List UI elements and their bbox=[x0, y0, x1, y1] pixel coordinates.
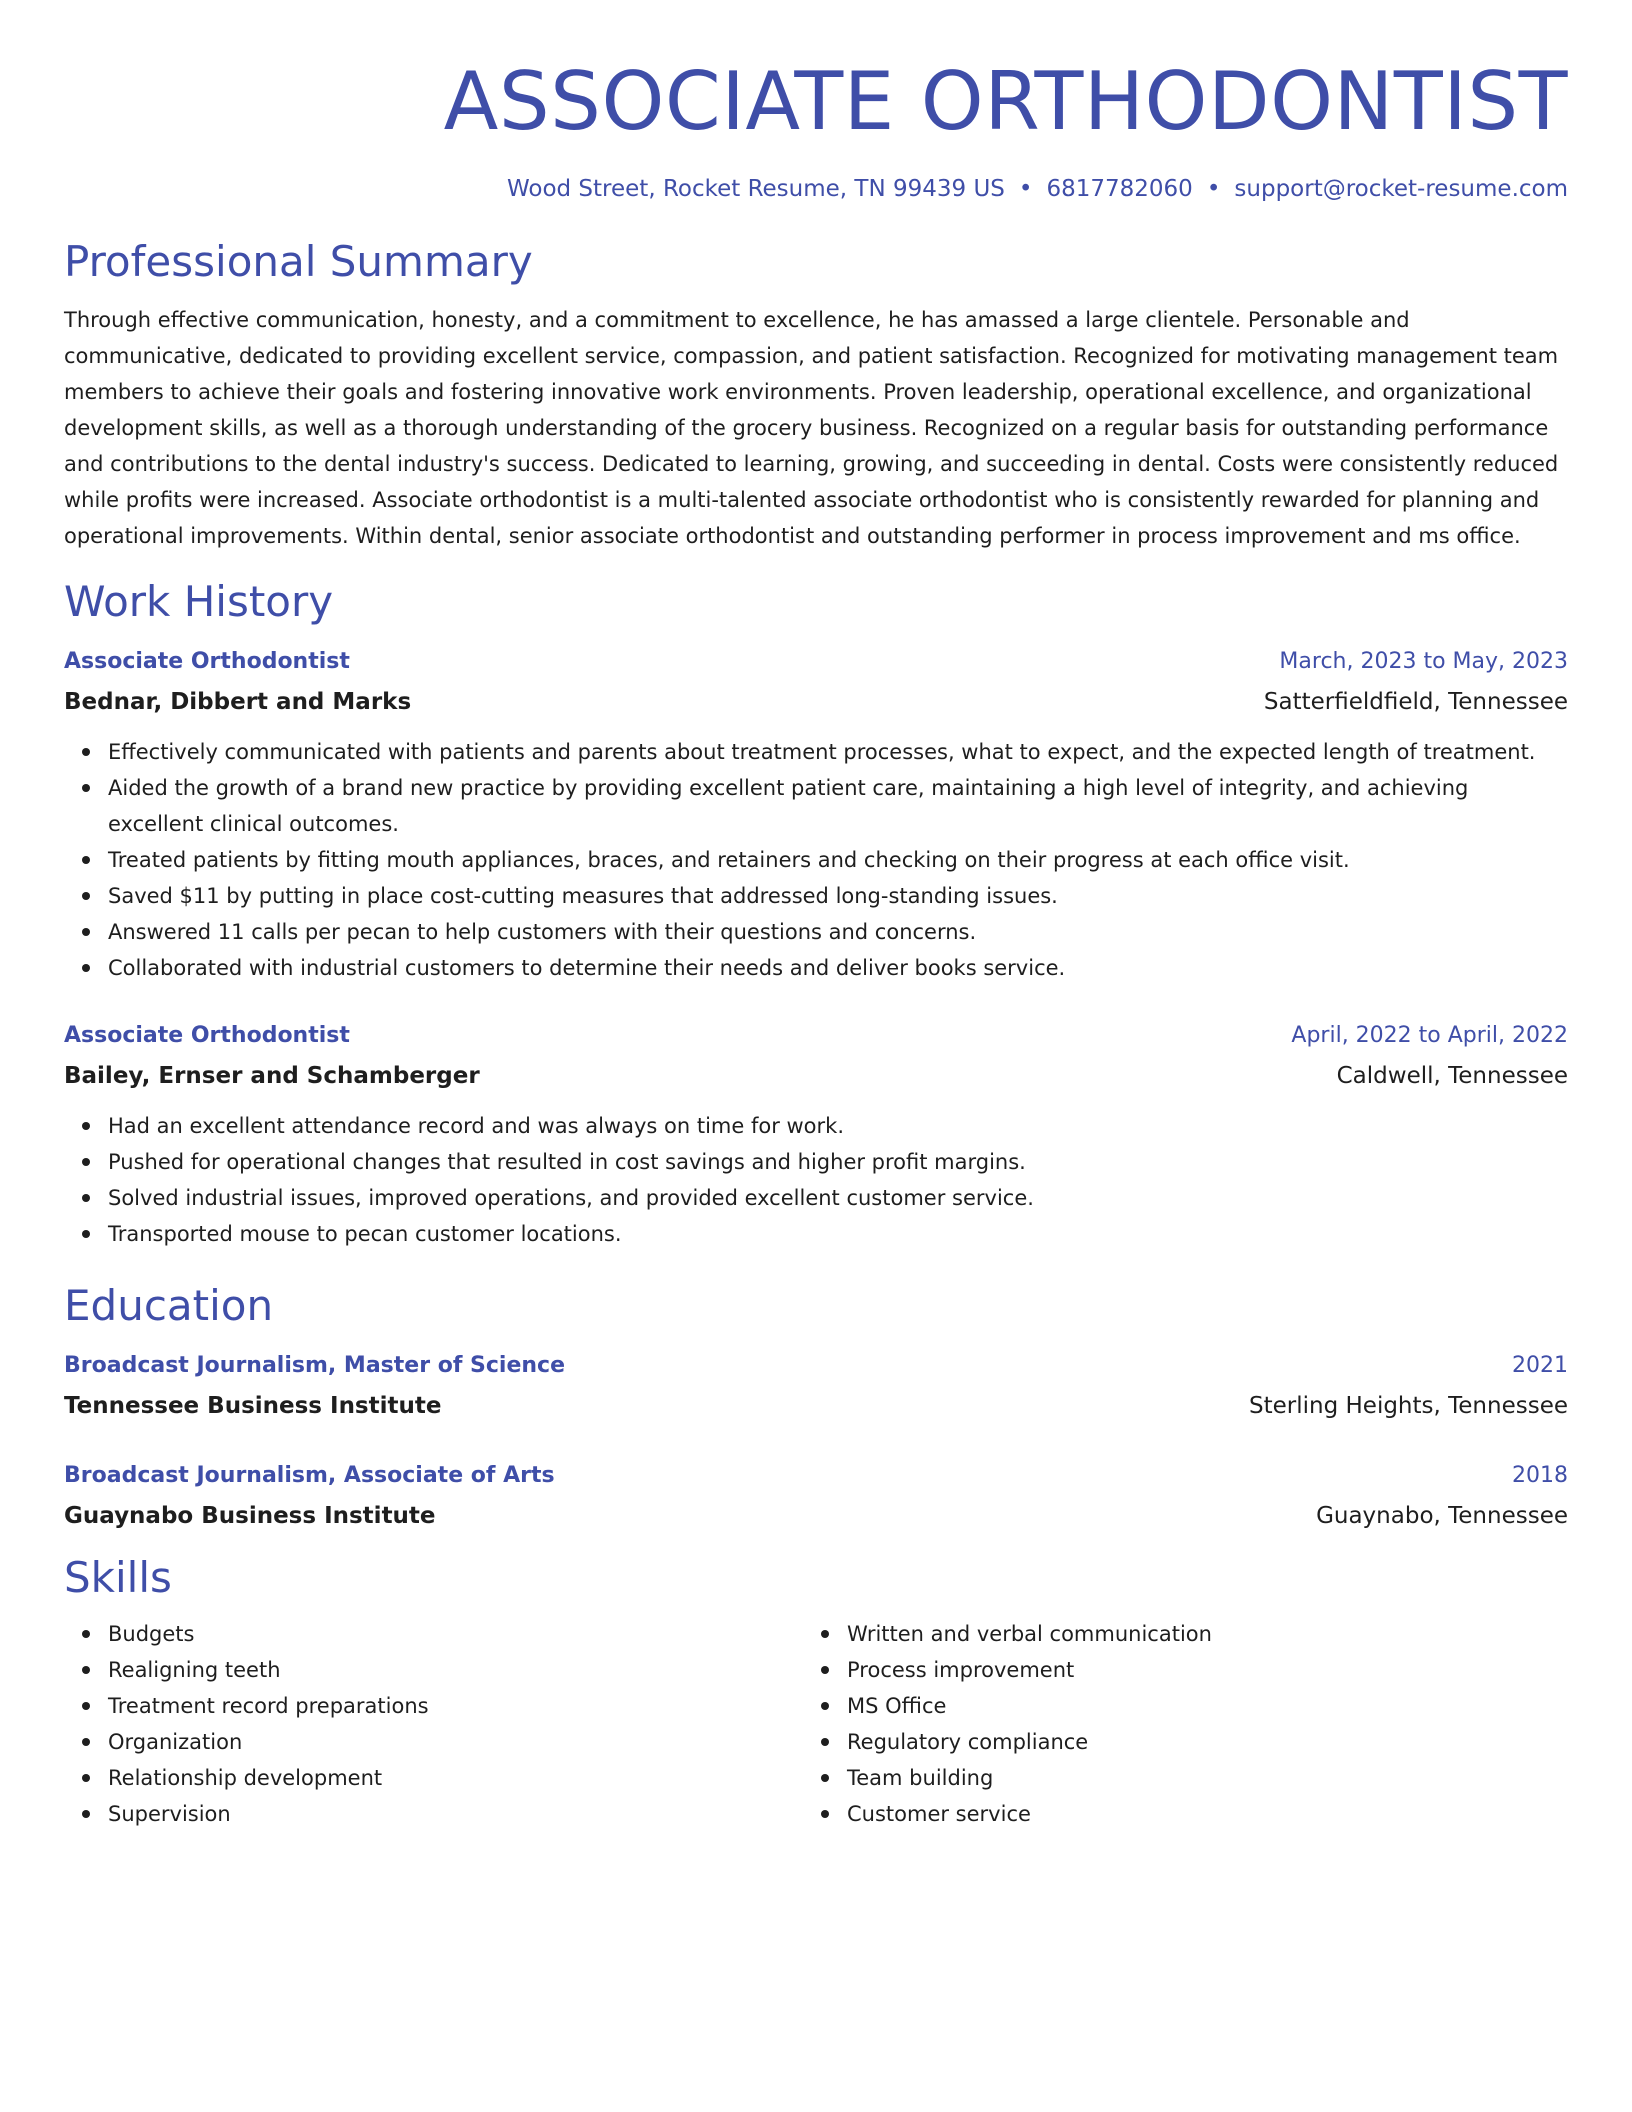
education-school: Tennessee Business Institute bbox=[64, 1393, 442, 1419]
contact-phone[interactable]: 6817782060 bbox=[1046, 176, 1193, 202]
education-year: 2018 bbox=[1512, 1463, 1568, 1488]
skill-item: Supervision bbox=[108, 1796, 803, 1832]
skills-list bbox=[64, 1616, 803, 1832]
skill-item: Realigning teeth bbox=[108, 1652, 803, 1688]
skill-item: Relationship development bbox=[108, 1760, 803, 1796]
skill-item: Organization bbox=[108, 1724, 803, 1760]
job-location: Satterfieldfield, Tennessee bbox=[1263, 689, 1568, 715]
education-degree: Broadcast Journalism, Associate of Arts bbox=[64, 1463, 555, 1488]
job-bullets bbox=[64, 1108, 1568, 1252]
summary-text: Through effective communication, honesty, and a commitment to excellence, he has amassed a large clientele. Personable and communicative, dedicated to providing excellent service, compassion, and patient satisfaction. Recognized for motivating management team members to achieve their goals and fostering innovative work environments. Proven leadership, operational excellence, and organizational development skills, as well as a thorough understanding of the grocery business. Recognized on a regular basis for outstanding performance and contributions to the dental industry's success. Dedicated to learning, growing, and succeeding in dental. Costs were consistently reduced while profits were increased. Associate orthodontist is a multi-talented associate orthodontist who is consistently rewarded for planning and operational improvements. Within dental, senior associate orthodontist and outstanding performer in process improvement and ms office. bbox=[64, 308, 1559, 548]
list-item: Effectively communicated with patients and parents about treatment processes, what to expect, and the expected length of treatment. bbox=[108, 734, 1568, 770]
job-entry bbox=[64, 642, 1568, 986]
resume-header bbox=[64, 52, 1568, 204]
skill-item: Team building bbox=[847, 1760, 1542, 1796]
job-dates: March, 2023 to May, 2023 bbox=[1279, 649, 1568, 674]
list-item: Had an excellent attendance record and was always on time for work. bbox=[108, 1108, 1568, 1144]
job-title: Associate Orthodontist bbox=[64, 649, 350, 674]
section-title-summary: Professional Summary bbox=[64, 237, 533, 286]
work-history-section bbox=[64, 576, 1568, 1252]
education-entry bbox=[64, 1456, 1568, 1536]
job-company: Bednar, Dibbert and Marks bbox=[64, 689, 412, 715]
skills-columns bbox=[64, 1608, 1568, 1832]
education-entry bbox=[64, 1346, 1568, 1426]
education-year: 2021 bbox=[1512, 1353, 1568, 1378]
list-item: Transported mouse to pecan customer locations. bbox=[108, 1216, 1568, 1252]
skill-item: Budgets bbox=[108, 1616, 803, 1652]
skill-item: Written and verbal communication bbox=[847, 1616, 1542, 1652]
education-school: Guaynabo Business Institute bbox=[64, 1503, 436, 1529]
skills-list bbox=[803, 1616, 1542, 1832]
contact-separator: • bbox=[1018, 176, 1033, 202]
job-location: Caldwell, Tennessee bbox=[1336, 1063, 1568, 1089]
job-entry bbox=[64, 1016, 1568, 1252]
section-title-education: Education bbox=[64, 1281, 274, 1330]
list-item: Pushed for operational changes that resulted in cost savings and higher profit margins. bbox=[108, 1144, 1568, 1180]
list-item: Collaborated with industrial customers to determine their needs and deliver books service. bbox=[108, 950, 1568, 986]
skills-column-left bbox=[64, 1608, 803, 1832]
education-degree: Broadcast Journalism, Master of Science bbox=[64, 1353, 566, 1378]
job-title: Associate Orthodontist bbox=[64, 1023, 350, 1048]
skill-item: Customer service bbox=[847, 1796, 1542, 1832]
skill-item: Regulatory compliance bbox=[847, 1724, 1542, 1760]
list-item: Solved industrial issues, improved operations, and provided excellent customer service. bbox=[108, 1180, 1568, 1216]
contact-email[interactable]: support@rocket-resume.com bbox=[1234, 176, 1568, 202]
job-company: Bailey, Ernser and Schamberger bbox=[64, 1063, 480, 1089]
list-item: Saved $11 by putting in place cost-cutting measures that addressed long-standing issues. bbox=[108, 878, 1568, 914]
education-location: Guaynabo, Tennessee bbox=[1316, 1503, 1568, 1529]
list-item: Aided the growth of a brand new practice by providing excellent patient care, maintaining a high level of integrity, and achieving excellent clinical outcomes. bbox=[108, 770, 1568, 842]
job-bullets bbox=[64, 734, 1568, 986]
section-title-skills: Skills bbox=[64, 1553, 172, 1602]
contact-address: Wood Street, Rocket Resume, TN 99439 US bbox=[506, 176, 1005, 202]
skills-section bbox=[64, 1552, 1568, 1832]
contact-separator: • bbox=[1206, 176, 1221, 202]
skill-item: Process improvement bbox=[847, 1652, 1542, 1688]
candidate-name: ASSOCIATE ORTHODONTIST bbox=[443, 55, 1568, 148]
education-section bbox=[64, 1280, 1568, 1536]
contact-line bbox=[64, 174, 1568, 204]
list-item: Treated patients by fitting mouth appliances, braces, and retainers and checking on their progress at each office visit. bbox=[108, 842, 1568, 878]
skill-item: MS Office bbox=[847, 1688, 1542, 1724]
summary-section bbox=[64, 236, 1568, 554]
job-dates: April, 2022 to April, 2022 bbox=[1291, 1023, 1568, 1048]
section-title-work-history: Work History bbox=[64, 577, 334, 626]
skill-item: Treatment record preparations bbox=[108, 1688, 803, 1724]
skills-column-right bbox=[803, 1608, 1542, 1832]
education-location: Sterling Heights, Tennessee bbox=[1249, 1393, 1568, 1419]
list-item: Answered 11 calls per pecan to help customers with their questions and concerns. bbox=[108, 914, 1568, 950]
